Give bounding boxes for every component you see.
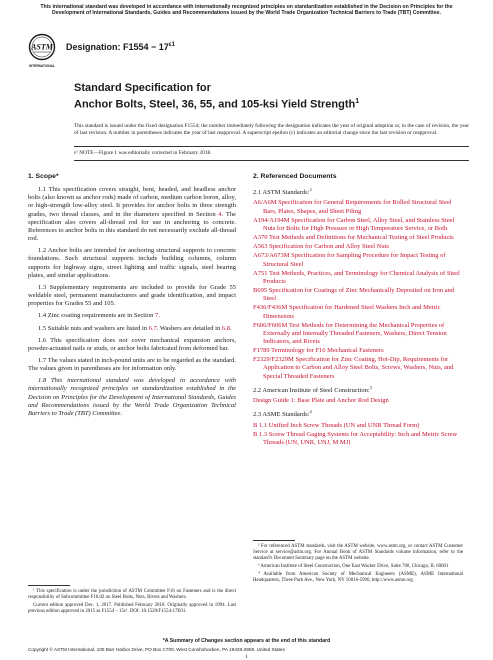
aisc-design-guide-link[interactable]: Design Guide 1: Base Plate and Anchor Rod Design — [253, 397, 389, 405]
reference-title: Test Methods and Definitions for Mechanical Testing of Steel Products — [267, 234, 454, 242]
reference-item — [253, 217, 463, 233]
footnotes-right — [253, 540, 463, 587]
reference-title: Terminology for F16 Mechanical Fasteners — [269, 347, 384, 355]
reference-code-link[interactable]: F1789 — [253, 347, 270, 355]
title-sup: 1 — [355, 98, 360, 105]
scope-heading: 1. Scope* — [28, 173, 59, 180]
reference-item — [253, 287, 463, 303]
reference-title: Specification for Carbon Steel, Alloy Steel, and Stainless Steel Nuts for Bolts for High Pressure or High Temperature Service, or Both — [263, 216, 455, 232]
reference-code-link[interactable]: F2329/F2329M — [253, 356, 294, 364]
footnotes-left — [28, 585, 236, 617]
reference-code-link[interactable]: A370 — [253, 234, 268, 242]
issued-under-text: This standard is issued under the fixed designation F1554; the number immediately following the designation indicates the year of original adoption or, in the case of revision, the year of last revision. A number in parentheses indicates the year of last reapproval. A superscript epsilon (ε) indicates an editorial change since the last revision or reapproval. — [74, 123, 470, 136]
page-number: 1 — [245, 654, 248, 660]
reference-item — [253, 199, 463, 215]
title-line2: Anchor Bolts, Steel, 36, 55, and 105-ksi Yield Strength — [74, 98, 356, 111]
scope-1-1: 1.1 This specification covers straight, bent, headed, and headless anchor bolts (also known as anchor rods) made of carbon, medium carbon boron, alloy, or high-strength low-alloy steel. It provides for anchor bolts in three strength grades, two thread classes, and in the diameters specified in Section 4. The specification also covers all-thread rod for use in anchoring to concrete. References to anchor bolts in this standard do not necessarily exclude all-thread rod. — [28, 186, 236, 243]
reference-item — [253, 431, 463, 447]
footnote-divider — [253, 540, 295, 541]
designation-sup: ε1 — [168, 42, 175, 48]
reference-item — [253, 322, 463, 346]
footnote: ² For referenced ASTM standards, visit the ASTM website, www.astm.org, or contact ASTM Customer Service at service@astm.org. For Annual Book of ASTM Standards volume information, refer to the standard's Document Summary page on the ASTM website. — [253, 544, 463, 562]
footnote: ¹ This specification is under the jurisdiction of ASTM Committee F16 on Fasteners and is the direct responsibility of Subcommittee F16.02 on Steel Bolts, Nuts, Rivets and Washers. — [28, 589, 236, 601]
reference-code-link[interactable]: B 1.1 — [253, 421, 268, 429]
scope-1-4: 1.4 Zinc coating requirements are in Section 7. — [38, 312, 160, 320]
reference-title: Specification for Zinc Coating, Hot-Dip, Requirements for Application to Carbon and Alloy Steel Bolts, Screws, Washers, Nuts, and Special Threaded Fasteners — [263, 356, 454, 380]
reference-title: Unified Inch Screw Threads (UN and UNR Thread Form) — [267, 421, 420, 429]
reference-item — [253, 252, 463, 268]
summary-of-changes-note: *A Summary of Changes section appears at the end of this standard — [162, 638, 331, 644]
section-link[interactable]: 7 — [154, 312, 159, 320]
footnote: ⁴ Available from American Society of Mechanical Engineers (ASME), ASME International Headquarters, Three Park Ave., New York, NY 10016-5990, http://www.asme.org. — [253, 572, 463, 584]
svg-text:INTERNATIONAL: INTERNATIONAL — [29, 64, 55, 68]
astm-standards-label: 2.1 ASTM Standards:$^2$ — [253, 187, 312, 197]
scope-1-6: 1.6 This specification does not cover mechanical expansion anchors, powder-actuated nails or studs, or anchor bolts fabricated from deformed bar. — [28, 336, 236, 352]
reference-title: Specification for General Requirements for Rolled Structural Steel Bars, Plates, Shapes, and Sheet Piling — [263, 199, 452, 215]
reference-code-link[interactable]: A194/A194M — [253, 216, 290, 224]
reference-code-link[interactable]: A751 — [253, 269, 268, 277]
reference-item — [253, 304, 463, 320]
reference-code-link[interactable]: F436/F436M — [253, 304, 288, 312]
right-column — [253, 173, 463, 448]
footnote: ³ American Institute of Steel Construction, One East Wacker Drive, Suite 700, Chicago, IL 60601 — [258, 564, 449, 570]
editorial-note: ε¹ NOTE—Figure 1 was editorially corrected in February 2018. — [74, 146, 469, 161]
aisc-label: 2.2 American Institute of Steel Construction:$^3$ — [253, 384, 372, 394]
scope-1-8: 1.8 This international standard was developed in accordance with internationally recognized principles on standardization established in the Decision on Principles for the Development of International Standards, Guides and Recommendations issued by the World Trade Organization Technical Barriers to Trade (TBT) Committee. — [28, 377, 236, 417]
standard-notice: This international standard was developed in accordance with internationally recognized principles on standardization established in the Decision on Principles for the Development of International Standards, Guides and Recommendations issued by the World Trade Organization Technical Barriers to Trade (TBT) Committee. — [40, 4, 453, 17]
reference-title: Specification for Carbon and Alloy Steel Nuts — [267, 243, 389, 251]
scope-1-5: 1.5 Suitable nuts and washers are listed in 6.7. Washers are detailed in 6.8. — [38, 324, 232, 332]
asme-label: 2.3 ASME Standards:$^4$ — [253, 409, 312, 419]
reference-code-link[interactable]: A673/A673M — [253, 252, 290, 260]
reference-code-link[interactable]: B695 — [253, 287, 268, 295]
reference-item — [253, 270, 463, 286]
left-column — [28, 173, 236, 422]
document-title — [74, 82, 359, 112]
reference-code-link[interactable]: A563 — [253, 243, 268, 251]
reference-title: Specification for Coatings of Zinc Mechanically Deposited on Iron and Steel — [263, 287, 455, 303]
scope-1-2: 1.2 Anchor bolts are intended for anchoring structural supports to concrete foundations. Such structural supports include building columns, column supports for highway signs, street lighting and traffic signals, steel bearing plates, and similar applications. — [28, 247, 236, 279]
footnote-divider — [28, 585, 70, 586]
section-link[interactable]: 6.8 — [221, 324, 230, 332]
reference-item — [253, 422, 463, 430]
reference-code-link[interactable]: A6/A6M — [253, 199, 277, 207]
designation — [66, 42, 175, 52]
reference-title: Test Methods, Practices, and Terminology for Chemical Analysis of Steel Products — [263, 269, 460, 285]
section-link[interactable]: 4 — [218, 210, 222, 218]
astm-logo — [28, 33, 56, 73]
astm-standards-list — [253, 199, 463, 380]
copyright-line: Copyright © ASTM International, 100 Barr Harbor Drive, PO Box C700, West Conshohocken, PA 19428-2959. United States — [28, 647, 285, 652]
reference-title: Test Methods for Determining the Mechanical Properties of Externally and Internally Threaded Fasteners, Washers, Direct Tension Indicators, and Rivets — [263, 321, 447, 345]
reference-code-link[interactable]: F606/F606M — [253, 321, 288, 329]
asme-standards-list — [253, 422, 463, 447]
reference-item — [253, 356, 463, 380]
title-line1: Standard Specification for — [74, 82, 211, 94]
svg-text:ASTM: ASTM — [31, 42, 53, 52]
section-link[interactable]: 6.7 — [148, 324, 157, 332]
reference-code-link[interactable]: B 1.3 — [253, 430, 268, 438]
refs-heading: 2. Referenced Documents — [253, 173, 337, 180]
scope-1-7: 1.7 The values stated in inch-pound units are to be regarded as the standard. The values given in parentheses are for information only. — [28, 356, 236, 373]
reference-title: Screw Thread Gaging Systems for Acceptability: Inch and Metric Screw Threads (UN, UNR, UNJ, M MJ) — [263, 430, 458, 446]
reference-title: Specification for Hardened Steel Washers Inch and Metric Dimensions — [263, 304, 441, 320]
reference-item — [253, 347, 463, 355]
reference-title: Specification for Sampling Procedure for Impact Testing of Structural Steel — [263, 252, 446, 268]
scope-1-3: 1.3 Supplementary requirements are included to provide for Grade 55 weldable steel, permanent manufacturers and grade identification, and impact properties for Grades 55 and 105. — [28, 283, 236, 308]
designation-label: Designation: F1554 − 17 — [66, 42, 169, 52]
footnote: Current edition approved Dec. 1, 2017. Published February 2018. Originally approved in 1994. Last previous edition approved in 2015 as F1554 – 15ε¹. DOI: 10.1520/F1554-17E01. — [28, 603, 236, 615]
reference-item — [253, 243, 463, 251]
reference-item — [253, 234, 463, 242]
